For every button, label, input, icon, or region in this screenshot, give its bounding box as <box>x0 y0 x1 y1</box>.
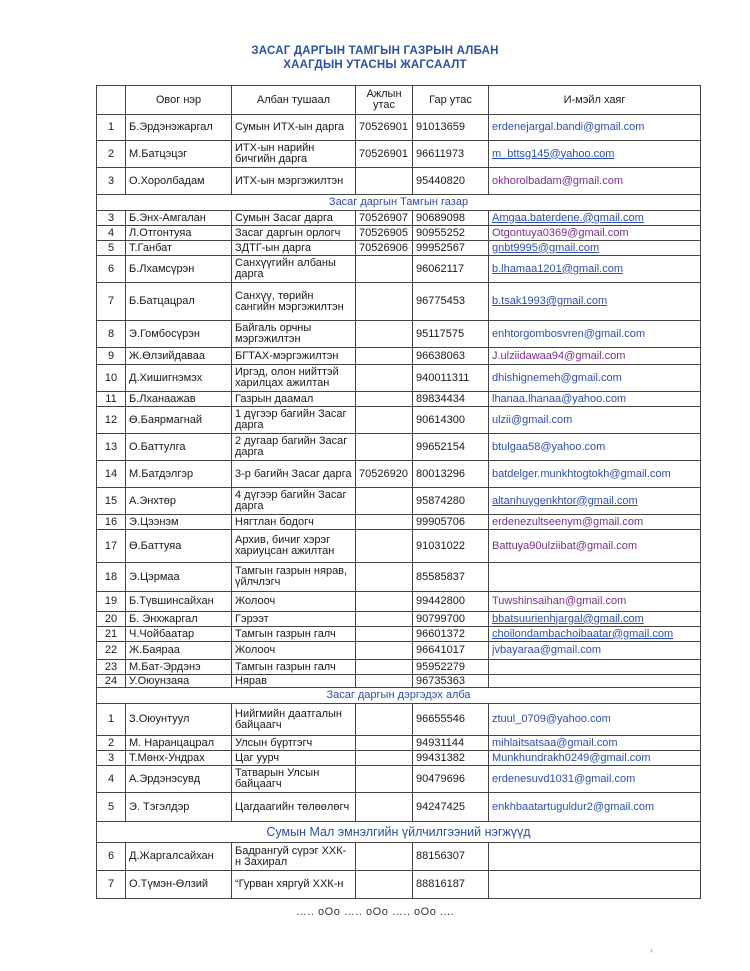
row-email[interactable]: batdelger.munkhtogtokh@gmail.com <box>489 461 701 488</box>
row-email[interactable]: enkhbaatartuguldur2@gmail.com <box>489 793 701 822</box>
row-name: Б. Энхжаргал <box>126 612 232 627</box>
row-position: 4 дүгээр багийн Засаг дарга <box>232 488 356 515</box>
row-number: 4 <box>97 226 126 241</box>
row-mobile-phone: 96735363 <box>413 675 489 688</box>
table-row <box>97 642 701 660</box>
row-name: Б.Эрдэнэжаргал <box>126 115 232 141</box>
footer-ornament: ….. oOo ….. oOo ….. oOo .... <box>295 906 455 918</box>
row-work-phone <box>356 751 413 766</box>
row-email[interactable]: Battuya90ulziibat@gmail.com <box>489 530 701 563</box>
section-header-row <box>97 688 701 704</box>
row-mobile-phone: 80013296 <box>413 461 489 488</box>
row-mobile-phone: 96638063 <box>413 348 489 365</box>
row-email[interactable]: choilondambachoibaatar@gmail.com <box>489 627 701 642</box>
row-position: 1 дүгээр багийн Засаг дарга <box>232 407 356 434</box>
row-position: ИТХ-ын мэргэжилтэн <box>232 168 356 195</box>
row-mobile-phone: 88816187 <box>413 871 489 899</box>
row-email[interactable]: dhishignemeh@gmail.com <box>489 365 701 392</box>
row-work-phone <box>356 660 413 675</box>
row-number: 11 <box>97 392 126 407</box>
table-row <box>97 563 701 592</box>
row-position: Нийгмийн даатгалын байцаагч <box>232 704 356 736</box>
section-header-row <box>97 822 701 843</box>
row-number: 16 <box>97 515 126 530</box>
row-number: 19 <box>97 592 126 612</box>
row-work-phone <box>356 612 413 627</box>
row-email[interactable]: lhanaa.lhanaa@yahoo.com <box>489 392 701 407</box>
row-email[interactable]: bbatsuurienhjargal@gmail.com <box>489 612 701 627</box>
table-row <box>97 766 701 793</box>
row-mobile-phone: 94247425 <box>413 793 489 822</box>
row-work-phone <box>356 392 413 407</box>
row-name: Б.Батцацрал <box>126 283 232 321</box>
row-mobile-phone: 940011311 <box>413 365 489 392</box>
row-mobile-phone: 96655546 <box>413 704 489 736</box>
row-email[interactable]: Munkhundrakh0249@gmail.com <box>489 751 701 766</box>
row-number: 18 <box>97 563 126 592</box>
row-name: М.Батцэцэг <box>126 141 232 168</box>
row-position: Сумын Засаг дарга <box>232 211 356 226</box>
row-number: 17 <box>97 530 126 563</box>
row-email[interactable]: erdenezultseenym@gmail.com <box>489 515 701 530</box>
row-work-phone <box>356 365 413 392</box>
table-row <box>97 660 701 675</box>
row-work-phone <box>356 348 413 365</box>
header-mobile-phone: Гар утас <box>413 86 489 115</box>
row-mobile-phone: 99431382 <box>413 751 489 766</box>
row-number: 2 <box>97 141 126 168</box>
row-work-phone <box>356 675 413 688</box>
row-email <box>489 563 701 592</box>
row-mobile-phone: 95117575 <box>413 321 489 348</box>
row-position: Бадрангуй сүрэг ХХК-н Захирал <box>232 843 356 871</box>
row-position: Нярав <box>232 675 356 688</box>
section-title: Засаг даргын дэргэдэх алба <box>97 688 701 704</box>
row-mobile-phone: 90955252 <box>413 226 489 241</box>
row-name: Т.Ганбат <box>126 241 232 256</box>
row-number: 1 <box>97 115 126 141</box>
row-position: Цаг уурч <box>232 751 356 766</box>
row-mobile-phone: 99952567 <box>413 241 489 256</box>
table-row <box>97 843 701 871</box>
row-position: Татварын Улсын байцаагч <box>232 766 356 793</box>
row-name: М.Бат-Эрдэнэ <box>126 660 232 675</box>
header-email: И-мэйл хаяг <box>489 86 701 115</box>
table-row <box>97 321 701 348</box>
row-email[interactable]: mihlaitsatsaa@gmail.com <box>489 736 701 751</box>
row-work-phone <box>356 515 413 530</box>
table-row <box>97 612 701 627</box>
row-number: 13 <box>97 434 126 461</box>
table-body <box>97 115 701 899</box>
row-mobile-phone: 96611973 <box>413 141 489 168</box>
document-title-line-1: ЗАСАГ ДАРГЫН ТАМГЫН ГАЗРЫН АЛБАН <box>251 45 499 57</box>
row-email <box>489 675 701 688</box>
row-position: Улсын бүртгэгч <box>232 736 356 751</box>
row-mobile-phone: 96062117 <box>413 256 489 283</box>
document-title-line-2: ХААГДЫН УТАСНЫ ЖАГСААЛТ <box>283 59 467 71</box>
row-name: З.Оюунтуул <box>126 704 232 736</box>
row-position: БГТАХ-мэргэжилтэн <box>232 348 356 365</box>
row-name: А.Эрдэнэсувд <box>126 766 232 793</box>
row-email[interactable]: ztuul_0709@yahoo.com <box>489 704 701 736</box>
row-work-phone <box>356 530 413 563</box>
row-name: Б.Лханаажав <box>126 392 232 407</box>
row-mobile-phone: 94931144 <box>413 736 489 751</box>
row-email <box>489 660 701 675</box>
row-work-phone: 70526905 <box>356 226 413 241</box>
row-position: Гэрээт <box>232 612 356 627</box>
row-mobile-phone: 96775453 <box>413 283 489 321</box>
row-work-phone <box>356 563 413 592</box>
corner-mark: › <box>650 946 653 955</box>
row-work-phone <box>356 704 413 736</box>
section-title: Засаг даргын Тамгын газар <box>97 195 701 211</box>
row-name: Ж.Өлзийдаваа <box>126 348 232 365</box>
row-mobile-phone: 99442800 <box>413 592 489 612</box>
header-position: Албан тушаал <box>232 86 356 115</box>
table-row <box>97 434 701 461</box>
section-title: Сумын Мал эмнэлгийн үйлчилгээний нэгжүүд <box>97 822 701 843</box>
row-email[interactable]: btulgaa58@yahoo.com <box>489 434 701 461</box>
row-name: М.Батдэлгэр <box>126 461 232 488</box>
row-mobile-phone: 85585837 <box>413 563 489 592</box>
row-mobile-phone: 99652154 <box>413 434 489 461</box>
row-number: 12 <box>97 407 126 434</box>
row-name: Ж.Баяраа <box>126 642 232 660</box>
table-row <box>97 407 701 434</box>
row-mobile-phone: 88156307 <box>413 843 489 871</box>
section-header-row <box>97 195 701 211</box>
header-name: Овог нэр <box>126 86 232 115</box>
table-row <box>97 627 701 642</box>
row-mobile-phone: 99905706 <box>413 515 489 530</box>
row-work-phone <box>356 407 413 434</box>
row-name: Т.Мөнх-Ундрах <box>126 751 232 766</box>
row-name: О.Хоролбадам <box>126 168 232 195</box>
row-number: 20 <box>97 612 126 627</box>
table-row <box>97 241 701 256</box>
row-name: Э. Тэгэлдэр <box>126 793 232 822</box>
table-row <box>97 168 701 195</box>
row-work-phone <box>356 793 413 822</box>
row-number: 22 <box>97 642 126 660</box>
row-name: Ө.Баттуяа <box>126 530 232 563</box>
row-email[interactable]: jvbayaraa@gmail.com <box>489 642 701 660</box>
row-email[interactable]: okhorolbadam@gmail.com <box>489 168 701 195</box>
row-mobile-phone: 91013659 <box>413 115 489 141</box>
row-position: Жолооч <box>232 642 356 660</box>
row-name: Б.Лхамсүрэн <box>126 256 232 283</box>
row-position: “Гурван хяргуй ХХК-н <box>232 871 356 899</box>
row-position: Жолооч <box>232 592 356 612</box>
row-work-phone: 70526920 <box>356 461 413 488</box>
row-position: Тамгын газрын галч <box>232 627 356 642</box>
row-email[interactable]: Otgontuya0369@gmail.com <box>489 226 701 241</box>
row-position: ЗДТГ-ын дарга <box>232 241 356 256</box>
row-mobile-phone: 90799700 <box>413 612 489 627</box>
row-work-phone <box>356 736 413 751</box>
row-position: Байгаль орчны мэргэжилтэн <box>232 321 356 348</box>
row-work-phone <box>356 321 413 348</box>
row-number: 6 <box>97 256 126 283</box>
row-name: Э.Гомбосүрэн <box>126 321 232 348</box>
row-work-phone <box>356 256 413 283</box>
row-name: О.Түмэн-Өлзий <box>126 871 232 899</box>
row-email <box>489 843 701 871</box>
table-row <box>97 736 701 751</box>
table-row <box>97 675 701 688</box>
row-mobile-phone: 95440820 <box>413 168 489 195</box>
row-number: 5 <box>97 241 126 256</box>
table-row <box>97 392 701 407</box>
table-row <box>97 348 701 365</box>
row-position: Засаг даргын орлогч <box>232 226 356 241</box>
table-row <box>97 592 701 612</box>
row-name: Ө.Баярмагнай <box>126 407 232 434</box>
row-name: Л.Отгонтуяа <box>126 226 232 241</box>
row-position: 3-р багийн Засаг дарга <box>232 461 356 488</box>
row-name: М. Наранцацрал <box>126 736 232 751</box>
row-number: 3 <box>97 751 126 766</box>
row-number: 3 <box>97 168 126 195</box>
table-header-row <box>97 86 701 115</box>
row-work-phone: 70526901 <box>356 141 413 168</box>
table-row <box>97 256 701 283</box>
table-row <box>97 141 701 168</box>
table-row <box>97 530 701 563</box>
row-name: О.Баттулга <box>126 434 232 461</box>
row-mobile-phone: 90689098 <box>413 211 489 226</box>
row-number: 4 <box>97 766 126 793</box>
row-work-phone <box>356 843 413 871</box>
row-position: Сумын ИТХ-ын дарга <box>232 115 356 141</box>
table-row <box>97 226 701 241</box>
row-number: 2 <box>97 736 126 751</box>
table-row <box>97 488 701 515</box>
row-work-phone <box>356 283 413 321</box>
row-email[interactable]: m_bttsg145@yahoo.com <box>489 141 701 168</box>
row-work-phone <box>356 168 413 195</box>
row-work-phone <box>356 642 413 660</box>
row-position: Тамгын газрын нярав, үйлчлэгч <box>232 563 356 592</box>
row-number: 21 <box>97 627 126 642</box>
row-work-phone: 70526906 <box>356 241 413 256</box>
row-number: 1 <box>97 704 126 736</box>
row-number: 8 <box>97 321 126 348</box>
row-work-phone: 70526907 <box>356 211 413 226</box>
row-email[interactable]: gnbt9995@gmail.com <box>489 241 701 256</box>
table-row <box>97 211 701 226</box>
row-mobile-phone: 89834434 <box>413 392 489 407</box>
phone-list-table <box>96 85 701 899</box>
row-name: Д.Хишигнэмэх <box>126 365 232 392</box>
row-mobile-phone: 91031022 <box>413 530 489 563</box>
row-work-phone <box>356 592 413 612</box>
table-row <box>97 793 701 822</box>
row-number: 23 <box>97 660 126 675</box>
row-email[interactable]: Tuwshinsaihan@gmail.com <box>489 592 701 612</box>
row-email[interactable]: erdenesuvd1031@gmail.com <box>489 766 701 793</box>
row-email[interactable]: ulzii@gmail.com <box>489 407 701 434</box>
row-name: Ч.Чойбаатар <box>126 627 232 642</box>
row-number: 10 <box>97 365 126 392</box>
row-number: 9 <box>97 348 126 365</box>
row-number: 6 <box>97 843 126 871</box>
row-name: Э.Цэрмаа <box>126 563 232 592</box>
row-position: Иргэд, олон нийттэй харилцах ажилтан <box>232 365 356 392</box>
row-work-phone <box>356 766 413 793</box>
row-number: 5 <box>97 793 126 822</box>
table-row <box>97 365 701 392</box>
table-row <box>97 515 701 530</box>
row-email[interactable]: Amgaa.baterdene.@gmail.com <box>489 211 701 226</box>
row-email[interactable]: erdenejargal.bandi@gmail.com <box>489 115 701 141</box>
row-email[interactable]: enhtorgombosvren@gmail.com <box>489 321 701 348</box>
row-position: Тамгын газрын галч <box>232 660 356 675</box>
row-email[interactable]: J.ulziidawaa94@gmail.com <box>489 348 701 365</box>
row-name: Б.Энх-Амгалан <box>126 211 232 226</box>
row-email[interactable]: b.tsak1993@gmail.com <box>489 283 701 321</box>
row-work-phone <box>356 488 413 515</box>
table-row <box>97 871 701 899</box>
row-mobile-phone: 96641017 <box>413 642 489 660</box>
row-position: 2 дугаар багийн Засаг дарга <box>232 434 356 461</box>
row-number: 14 <box>97 461 126 488</box>
row-number: 7 <box>97 871 126 899</box>
row-work-phone: 70526901 <box>356 115 413 141</box>
row-work-phone <box>356 434 413 461</box>
table-row <box>97 115 701 141</box>
row-work-phone <box>356 627 413 642</box>
row-name: Б.Түвшинсайхан <box>126 592 232 612</box>
row-mobile-phone: 96601372 <box>413 627 489 642</box>
table-row <box>97 704 701 736</box>
row-work-phone <box>356 871 413 899</box>
row-mobile-phone: 95952279 <box>413 660 489 675</box>
row-mobile-phone: 90614300 <box>413 407 489 434</box>
row-email <box>489 871 701 899</box>
row-number: 15 <box>97 488 126 515</box>
row-name: У.Оюунзаяа <box>126 675 232 688</box>
row-position: Цагдаагийн төлөөлөгч <box>232 793 356 822</box>
row-email[interactable]: b.lhamaa1201@gmail.com <box>489 256 701 283</box>
table-row <box>97 751 701 766</box>
row-position: Газрын даамал <box>232 392 356 407</box>
row-position: ИТХ-ын нарийн бичгийн дарга <box>232 141 356 168</box>
row-position: Санхүү, төрийн сангийн мэргэжилтэн <box>232 283 356 321</box>
header-number <box>97 86 126 115</box>
row-position: Санхүүгийн албаны дарга <box>232 256 356 283</box>
header-work-phone: Ажлын утас <box>356 86 413 115</box>
row-position: Архив, бичиг хэрэг хариуцсан ажилтан <box>232 530 356 563</box>
row-mobile-phone: 90479696 <box>413 766 489 793</box>
table-row <box>97 283 701 321</box>
row-number: 24 <box>97 675 126 688</box>
row-name: Д.Жаргалсайхан <box>126 843 232 871</box>
table-row <box>97 461 701 488</box>
row-position: Нягтлан бодогч <box>232 515 356 530</box>
row-number: 7 <box>97 283 126 321</box>
row-name: Э.Цээнэм <box>126 515 232 530</box>
row-number: 3 <box>97 211 126 226</box>
row-email[interactable]: altanhuygenkhtor@gmail.com <box>489 488 701 515</box>
row-mobile-phone: 95874280 <box>413 488 489 515</box>
row-name: А.Энхтөр <box>126 488 232 515</box>
